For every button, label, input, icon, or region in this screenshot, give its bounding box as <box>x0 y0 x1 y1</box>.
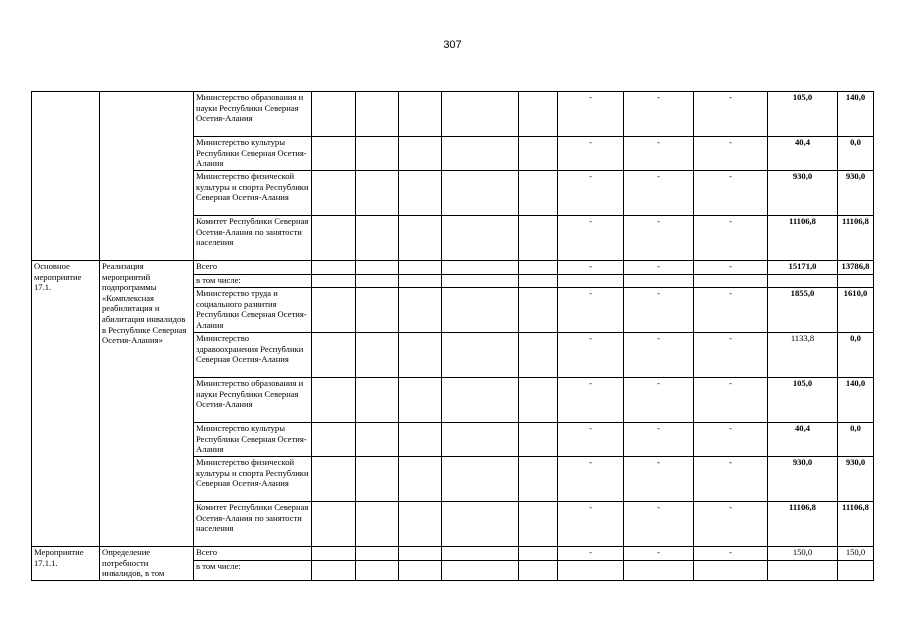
dash-cell: - <box>558 423 624 457</box>
executor-cell: Министерство образования и науки Республики Северная Осетия-Алания <box>194 378 312 423</box>
executor-cell: Министерство культуры Республики Северная Осетия-Алания <box>194 137 312 171</box>
value-cell: 150,0 <box>768 547 838 561</box>
value-cell: 1133,8 <box>768 333 838 378</box>
dash-cell: - <box>624 288 694 333</box>
dash-cell: - <box>558 171 624 216</box>
measure-cell <box>32 92 100 261</box>
value-cell: 140,0 <box>838 378 874 423</box>
value-cell: 0,0 <box>838 137 874 171</box>
executor-cell: в том числе: <box>194 561 312 581</box>
dash-cell: - <box>558 333 624 378</box>
value-cell: 105,0 <box>768 92 838 137</box>
value-cell: 150,0 <box>838 547 874 561</box>
dash-cell: - <box>558 502 624 547</box>
dash-cell: - <box>694 333 768 378</box>
dash-cell: - <box>624 547 694 561</box>
dash-cell: - <box>624 333 694 378</box>
executor-cell: Всего <box>194 547 312 561</box>
dash-cell: - <box>694 502 768 547</box>
table-row <box>32 547 874 561</box>
name-cell <box>100 92 194 261</box>
executor-cell: Министерство физической культуры и спорта Республики Северная Осетия-Алания <box>194 171 312 216</box>
dash-cell: - <box>694 92 768 137</box>
dash-cell: - <box>624 457 694 502</box>
name-cell: Определение потребности инвалидов, в том <box>100 547 194 581</box>
executor-cell: Министерство образования и науки Республики Северная Осетия-Алания <box>194 92 312 137</box>
executor-cell: Комитет Республики Северная Осетия-Алания по занятости населения <box>194 502 312 547</box>
executor-cell: Министерство физической культуры и спорта Республики Северная Осетия-Алания <box>194 457 312 502</box>
dash-cell: - <box>558 261 624 275</box>
dash-cell: - <box>558 457 624 502</box>
name-cell: Реализация мероприятий подпрограммы «Комплексная реабилитация и абилитация инвалидов в Республике Северная Осетия-Алания» <box>100 261 194 547</box>
dash-cell: - <box>558 288 624 333</box>
value-cell: 930,0 <box>768 171 838 216</box>
value-cell: 11106,8 <box>768 502 838 547</box>
measure-cell: Мероприятие 17.1.1. <box>32 547 100 581</box>
dash-cell: - <box>694 547 768 561</box>
value-cell: 930,0 <box>768 457 838 502</box>
page-number: 307 <box>443 39 462 51</box>
dash-cell: - <box>558 547 624 561</box>
dash-cell: - <box>694 423 768 457</box>
executor-cell: Комитет Республики Северная Осетия-Алания по занятости населения <box>194 216 312 261</box>
dash-cell: - <box>694 171 768 216</box>
dash-cell: - <box>624 92 694 137</box>
dash-cell: - <box>624 171 694 216</box>
value-cell: 930,0 <box>838 171 874 216</box>
dash-cell: - <box>624 502 694 547</box>
value-cell: 11106,8 <box>768 216 838 261</box>
budget-table <box>31 91 874 581</box>
value-cell: 1610,0 <box>838 288 874 333</box>
value-cell: 15171,0 <box>768 261 838 275</box>
dash-cell: - <box>558 216 624 261</box>
dash-cell: - <box>694 378 768 423</box>
value-cell: 11106,8 <box>838 502 874 547</box>
dash-cell: - <box>694 137 768 171</box>
dash-cell: - <box>624 137 694 171</box>
value-cell: 40,4 <box>768 423 838 457</box>
value-cell: 40,4 <box>768 137 838 171</box>
value-cell: 105,0 <box>768 378 838 423</box>
table-row <box>32 92 874 137</box>
dash-cell: - <box>624 423 694 457</box>
value-cell: 11106,8 <box>838 216 874 261</box>
dash-cell: - <box>558 137 624 171</box>
executor-cell: в том числе: <box>194 275 312 288</box>
executor-cell: Министерство труда и социального развития Республики Северная Осетия-Алания <box>194 288 312 333</box>
dash-cell: - <box>694 261 768 275</box>
dash-cell: - <box>624 261 694 275</box>
value-cell: 0,0 <box>838 333 874 378</box>
value-cell: 140,0 <box>838 92 874 137</box>
measure-cell: Основное мероприятие 17.1. <box>32 261 100 547</box>
value-cell: 13786,8 <box>838 261 874 275</box>
dash-cell: - <box>558 92 624 137</box>
executor-cell: Всего <box>194 261 312 275</box>
dash-cell: - <box>694 457 768 502</box>
value-cell: 0,0 <box>838 423 874 457</box>
dash-cell: - <box>558 378 624 423</box>
table-row <box>32 261 874 275</box>
executor-cell: Министерство культуры Республики Северная Осетия-Алания <box>194 423 312 457</box>
dash-cell: - <box>624 216 694 261</box>
value-cell: 1855,0 <box>768 288 838 333</box>
dash-cell: - <box>624 378 694 423</box>
value-cell: 930,0 <box>838 457 874 502</box>
dash-cell: - <box>694 288 768 333</box>
dash-cell: - <box>694 216 768 261</box>
executor-cell: Министерство здравоохранения Республики Северная Осетия-Алания <box>194 333 312 378</box>
